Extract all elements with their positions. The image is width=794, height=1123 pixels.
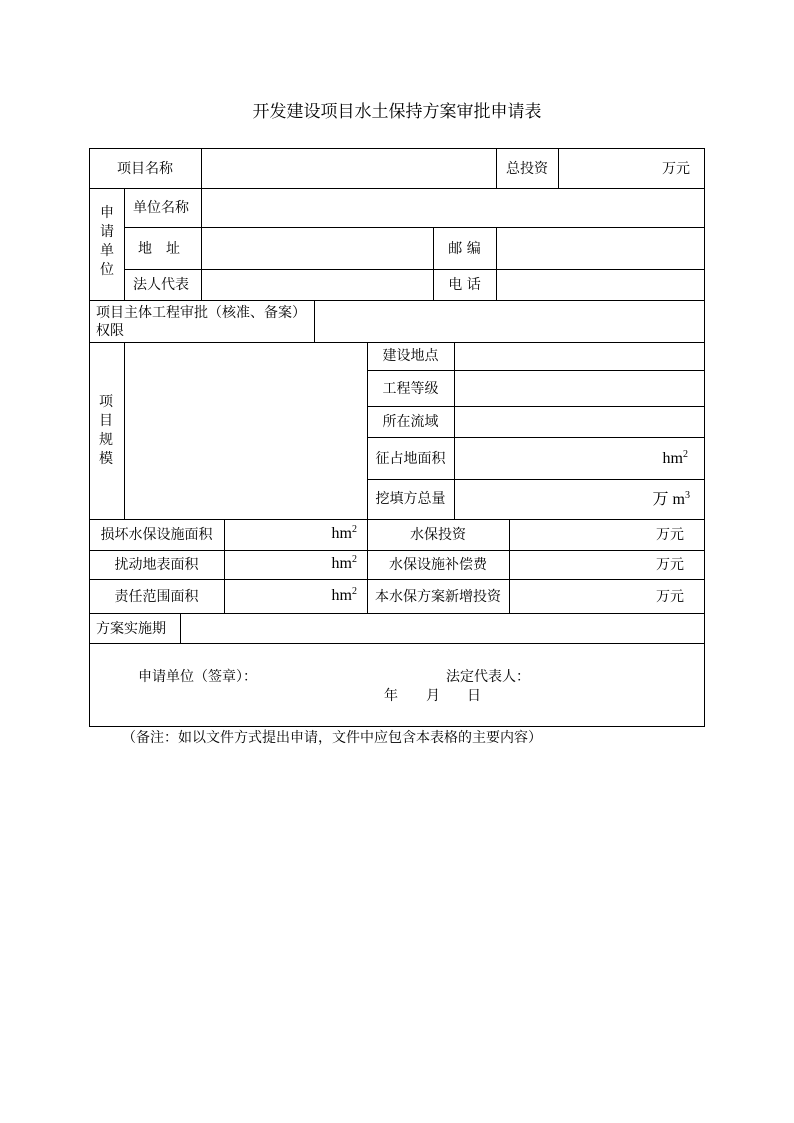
total-investment-unit: 万元 bbox=[662, 161, 690, 177]
location-label: 建设地点 bbox=[382, 348, 439, 364]
soil-investment-unit: 万元 bbox=[656, 527, 684, 543]
new-investment-unit: 万元 bbox=[656, 589, 684, 605]
project-name-label: 项目名称 bbox=[117, 161, 173, 177]
date-day-label: 日 bbox=[467, 688, 481, 704]
postcode-label: 邮 编 bbox=[448, 241, 481, 257]
address-label: 地 址 bbox=[138, 241, 180, 257]
date-year-label: 年 bbox=[384, 688, 398, 704]
legal-representative-signature-label: 法定代表人： bbox=[446, 669, 530, 685]
soil-investment-label: 水保投资 bbox=[410, 527, 466, 543]
implementation-period-label: 方案实施期 bbox=[96, 621, 166, 637]
unit-name-label: 单位名称 bbox=[133, 200, 189, 216]
compensation-fee-unit: 万元 bbox=[656, 557, 684, 573]
approval-authority-label: 项目主体工程审批（核准、备案） bbox=[96, 305, 306, 321]
legal-rep-label: 法人代表 bbox=[133, 277, 189, 293]
page-title: 开发建设项目水土保持方案审批申请表 bbox=[252, 102, 542, 122]
disturbed-surface-area-label: 扰动地表面积 bbox=[114, 557, 199, 573]
date-month-label: 月 bbox=[426, 688, 440, 704]
phone-label: 电 话 bbox=[448, 277, 481, 293]
earthwork-unit: 万 $m^3$ bbox=[652, 490, 690, 508]
applicant-section-label: 申 请 单 位 bbox=[100, 205, 114, 278]
footnote: （备注：如以文件方式提出申请，文件中应包含本表格的主要内容） bbox=[122, 730, 542, 746]
project-scale-section-label: 项 目 规 模 bbox=[99, 394, 113, 467]
land-area-label: 征占地面积 bbox=[375, 451, 446, 467]
damaged-facility-area-unit: $hm^2$ bbox=[331, 524, 357, 542]
new-investment-label: 本水保方案新增投资 bbox=[375, 589, 501, 605]
land-area-unit: $hm^2$ bbox=[662, 449, 688, 467]
responsibility-area-label: 责任范围面积 bbox=[114, 589, 199, 605]
earthwork-label: 挖填方总量 bbox=[375, 491, 446, 507]
disturbed-surface-area-unit: $hm^2$ bbox=[331, 554, 357, 572]
compensation-fee-label: 水保设施补偿费 bbox=[389, 557, 487, 573]
approval-authority-label-2: 权限 bbox=[96, 323, 124, 339]
responsibility-area-unit: $hm^2$ bbox=[331, 586, 357, 604]
damaged-facility-area-label: 损坏水保设施面积 bbox=[100, 527, 213, 543]
total-investment-label: 总投资 bbox=[506, 161, 548, 177]
grade-label: 工程等级 bbox=[382, 381, 439, 397]
applicant-seal-label: 申请单位（签章）： bbox=[138, 669, 257, 685]
basin-label: 所在流域 bbox=[382, 414, 439, 430]
